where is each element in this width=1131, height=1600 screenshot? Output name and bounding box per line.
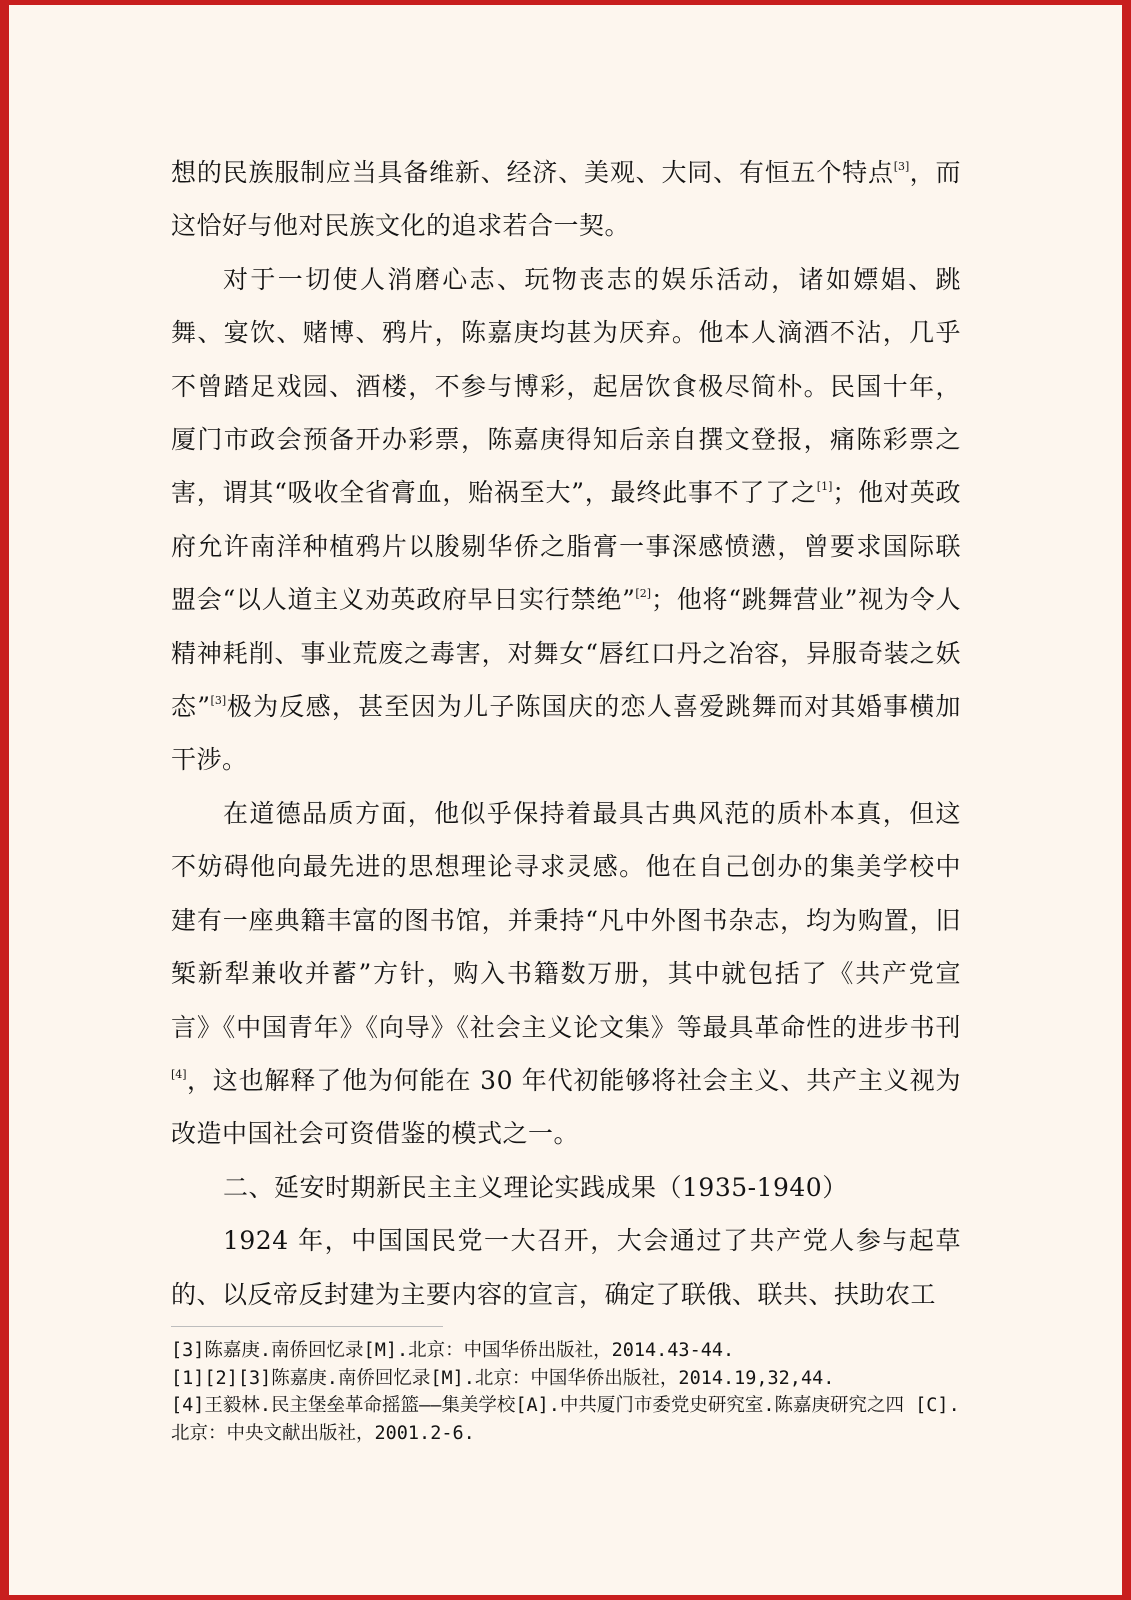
paragraph-1-text-end: ，而这恰好与他对民族文化的追求若合一契。 bbox=[171, 158, 961, 241]
citation-ref: [4] bbox=[171, 1067, 187, 1081]
paragraph-2-text: ；他对英政府允许南洋种植鸦片以朘剔华侨之脂膏一事深感愤懑，曾要求国际联盟会“以人道主义劝英政府早日实行禁绝” bbox=[171, 478, 961, 615]
footnote-divider bbox=[171, 1326, 443, 1327]
footnote: [3]陈嘉庚.南侨回忆录[M].北京：中国华侨出版社，2014.43-44. bbox=[171, 1340, 735, 1361]
footnote: [4]王毅林.民主堡垒革命摇篮——集美学校[A].中共厦门市委党史研究室.陈嘉庚研究之四 [C].北京：中央文献出版社，2001.2-6. bbox=[171, 1395, 960, 1444]
paragraph-3-text: ，这也解释了他为何能在 30 年代初能够将社会主义、共产主义视为改造中国社会可资借鉴的模式之一。 bbox=[171, 1065, 961, 1149]
article-body bbox=[171, 146, 961, 1321]
paragraph-2 bbox=[171, 253, 961, 787]
citation-ref: [3] bbox=[210, 694, 227, 708]
citation-ref: [1] bbox=[816, 480, 833, 494]
paragraph-2-text: ；他将“跳舞营业”视为令人精神耗削、事业荒废之毒害，对舞女“唇红口丹之冶容，异服奇装之妖态” bbox=[171, 585, 961, 722]
citation-ref: [2] bbox=[635, 587, 652, 601]
footnotes bbox=[171, 1337, 971, 1447]
paragraph-3-text: 在道德品质方面，他似乎保持着最具古典风范的质朴本真，但这不妨碍他向最先进的思想理论寻求灵感。他在自己创办的集美学校中建有一座典籍丰富的图书馆，并秉持“凡中外图书杂志，均为购置，旧椠新犁兼收并蓄”方针，购入书籍数万册，其中就包括了《共产党宣言》《中国青年》《向导》《社会主义论文集》等最具革命性的进步书刊 bbox=[171, 798, 961, 1042]
paragraph-2-text: 对于一切使人消磨心志、玩物丧志的娱乐活动，诸如嫖娼、跳舞、宴饮、赌博、鸦片，陈嘉庚均甚为厌弃。他本人滴酒不沾，几乎不曾踏足戏园、酒楼，不参与博彩，起居饮食极尽简朴。民国十年，厦门市政会预备开办彩票，陈嘉庚得知后亲自撰文登报，痛陈彩票之害，谓其“吸收全省膏血，贻祸至大”，最终此事不了了之 bbox=[171, 264, 961, 508]
footnote: [1][2][3]陈嘉庚.南侨回忆录[M].北京：中国华侨出版社，2014.19,32,44. bbox=[171, 1367, 835, 1389]
paragraph-3 bbox=[171, 787, 961, 1161]
paragraph-1 bbox=[171, 146, 961, 253]
paragraph-2-text: 极为反感，甚至因为儿子陈国庆的恋人喜爱跳舞而对其婚事横加干涉。 bbox=[171, 692, 961, 775]
citation-ref: [3] bbox=[893, 160, 910, 173]
paragraph-1-text: 想的民族服制应当具备维新、经济、美观、大同、有恒五个特点 bbox=[171, 158, 894, 187]
paragraph-4: 1924 年，中国国民党一大召开，大会通过了共产党人参与起草的、以反帝反封建为主要内容的宣言，确定了联俄、联共、扶助农工 bbox=[171, 1226, 961, 1309]
section-heading: 二、延安时期新民主主义理论实践成果（1935-1940） bbox=[223, 1172, 848, 1202]
